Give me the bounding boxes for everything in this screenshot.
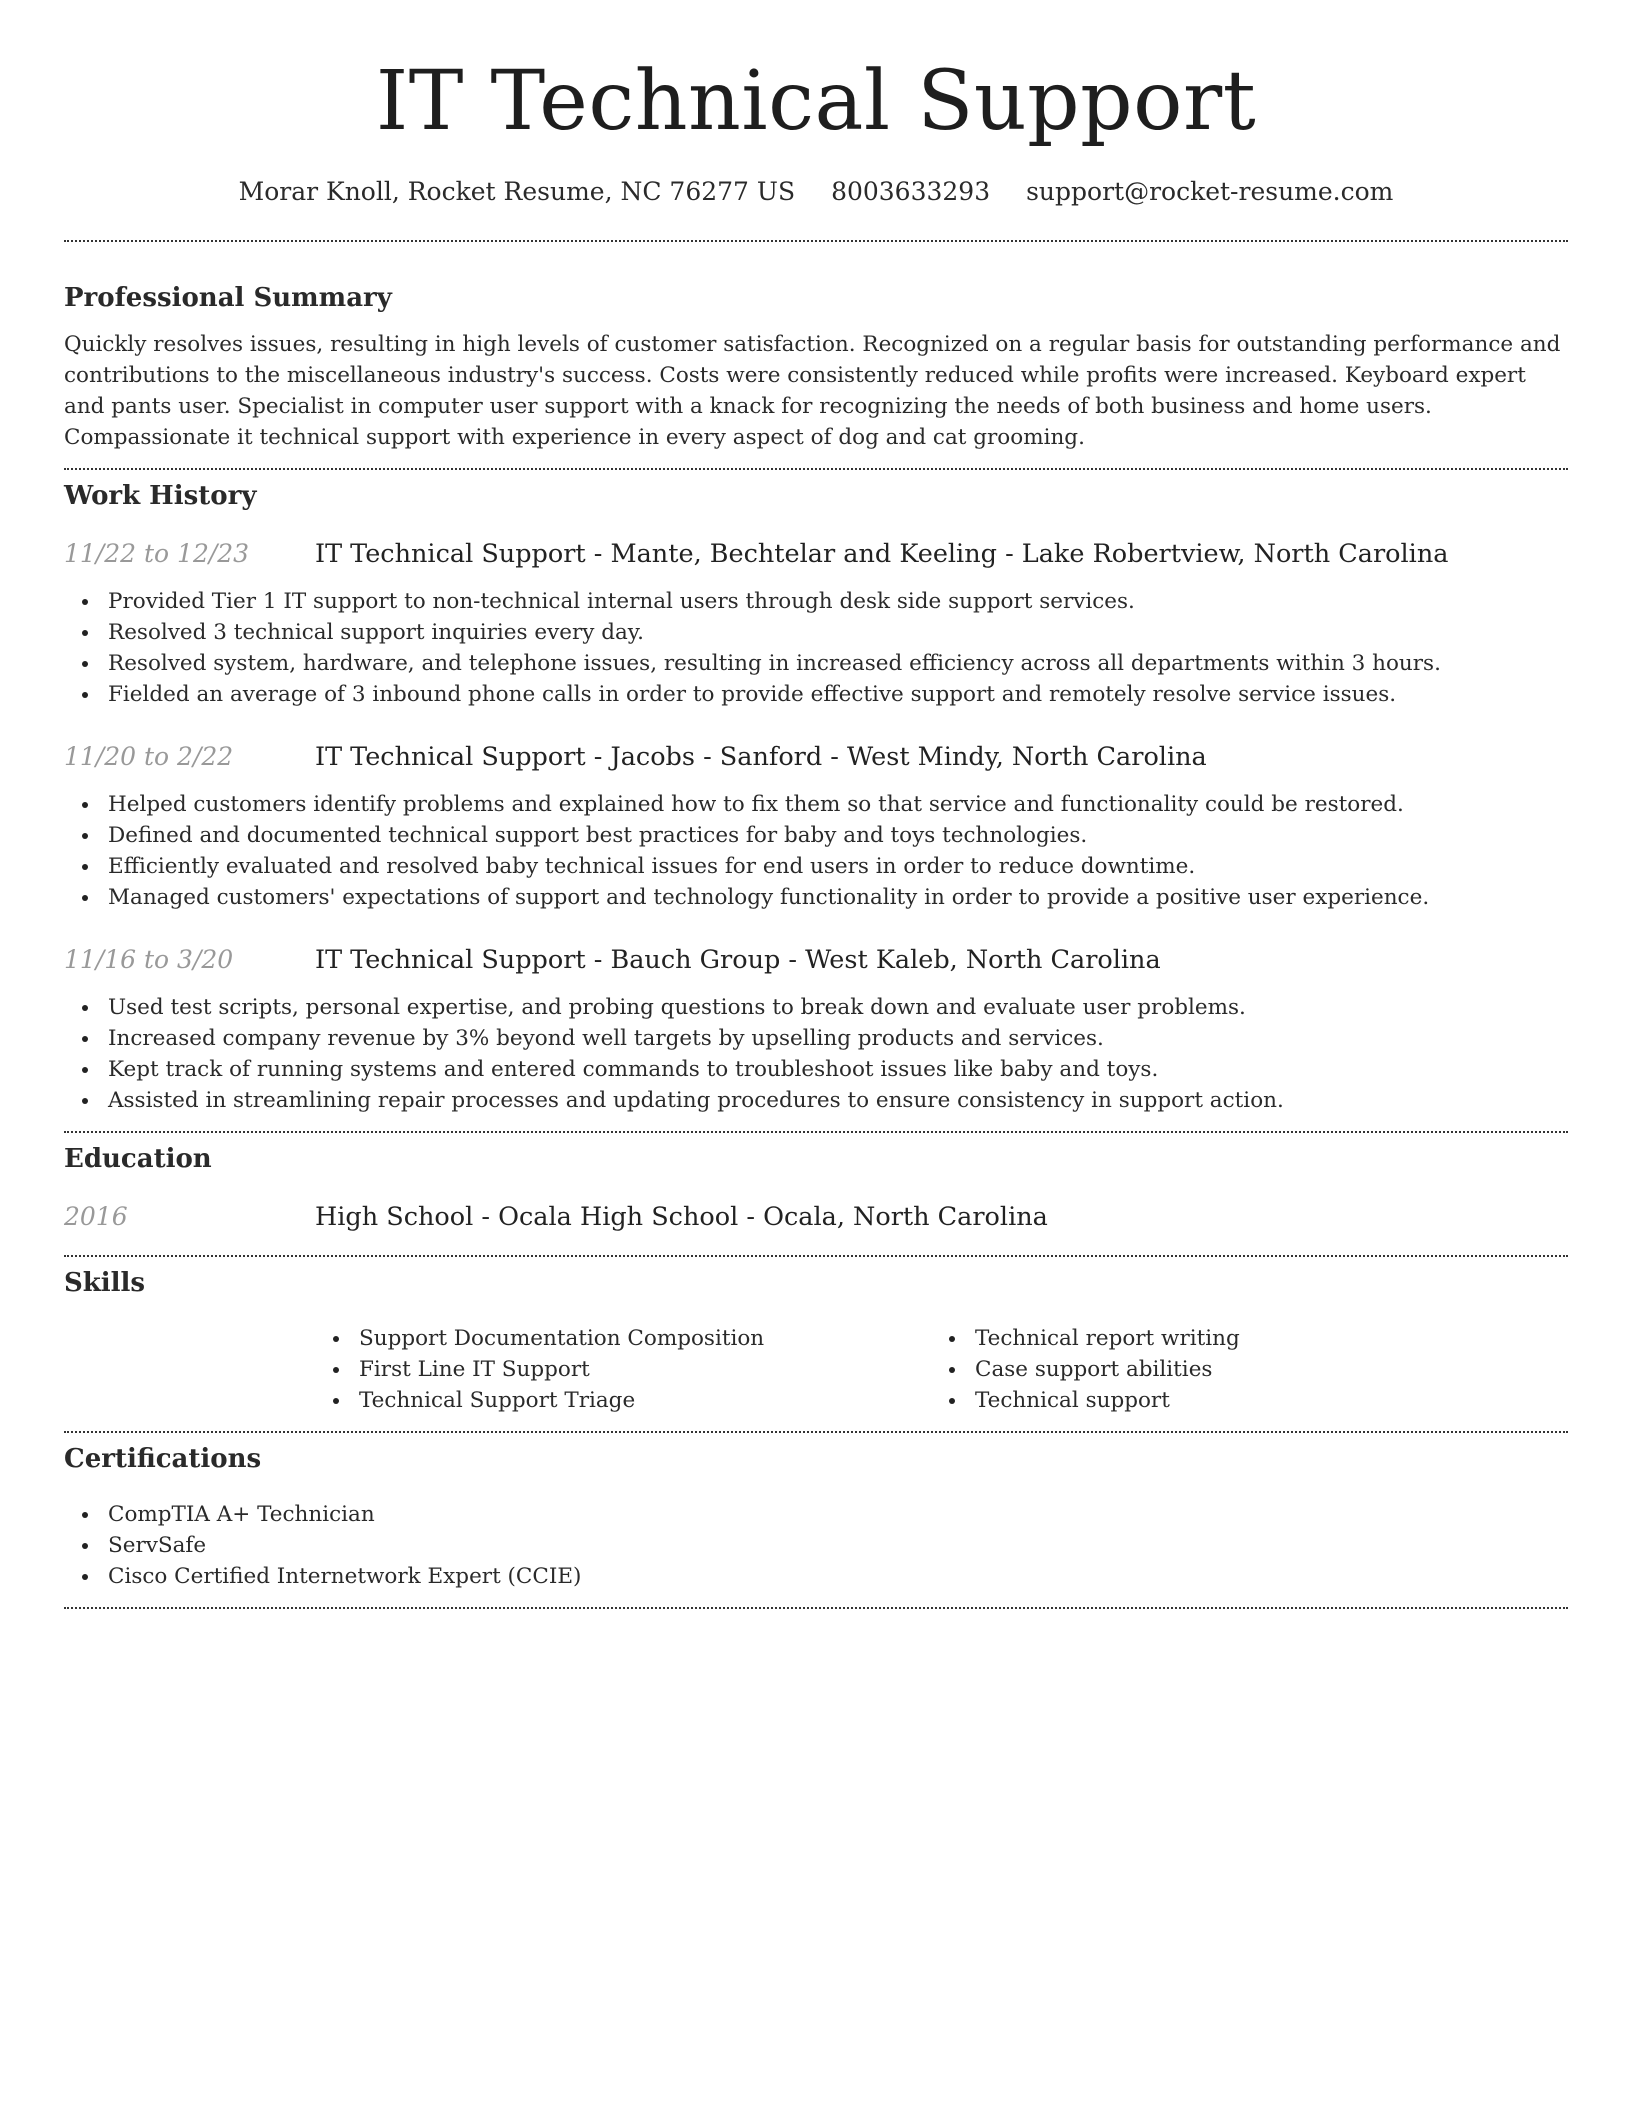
certification-item: CompTIA A+ Technician: [64, 1499, 1568, 1530]
skill-item: Technical report writing: [931, 1323, 1547, 1354]
education-year: 2016: [64, 1202, 128, 1231]
job-bullet: Defined and documented technical support best practices for baby and toys technologies.: [64, 820, 1568, 851]
contact-line: [64, 176, 1568, 208]
contact-phone: 8003633293: [831, 177, 991, 206]
certifications-list: [64, 1499, 1568, 1592]
job-entry: [64, 538, 1568, 710]
section-divider: [64, 1255, 1568, 1257]
certification-item: ServSafe: [64, 1530, 1568, 1561]
job-bullet: Assisted in streamlining repair processes and updating procedures to ensure consistency in support action.: [64, 1085, 1568, 1116]
resume-page: [64, 0, 1568, 1609]
contact-email: support@rocket-resume.com: [1026, 177, 1394, 206]
job-bullet: Provided Tier 1 IT support to non-technical internal users through desk side support services.: [64, 586, 1568, 617]
skill-item: First Line IT Support: [315, 1354, 931, 1385]
job-heading: IT Technical Support - Bauch Group - West Kaleb, North Carolina: [315, 945, 1161, 975]
job-entry: [64, 944, 1568, 1116]
section-divider: [64, 240, 1568, 242]
skill-item: Case support abilities: [931, 1354, 1547, 1385]
job-bullets: [64, 586, 1568, 710]
skills-list-left: [315, 1323, 931, 1416]
skills-list-right: [931, 1323, 1547, 1416]
job-heading: IT Technical Support - Jacobs - Sanford - West Mindy, North Carolina: [315, 742, 1207, 772]
job-bullet: Kept track of running systems and entered commands to troubleshoot issues like baby and toys.: [64, 1054, 1568, 1085]
certifications-title: Certifications: [64, 1444, 262, 1474]
job-dates: 11/16 to 3/20: [64, 945, 234, 974]
job-bullet: Fielded an average of 3 inbound phone calls in order to provide effective support and remotely resolve service issues.: [64, 679, 1568, 710]
education-entry: [64, 1201, 1568, 1233]
section-divider: [64, 1131, 1568, 1133]
skills-title: Skills: [64, 1268, 146, 1298]
job-bullet: Managed customers' expectations of support and technology functionality in order to provide a positive user experience.: [64, 882, 1568, 913]
work-history-title: Work History: [64, 481, 257, 511]
contact-address: Morar Knoll, Rocket Resume, NC 76277 US: [238, 177, 796, 206]
summary-title: Professional Summary: [64, 283, 392, 313]
skills-section: [64, 1267, 1568, 1416]
section-divider: [64, 1607, 1568, 1609]
job-bullet: Helped customers identify problems and explained how to fix them so that service and functionality could be restored.: [64, 789, 1568, 820]
job-entry: [64, 741, 1568, 913]
work-history-section: [64, 480, 1568, 1116]
skill-item: Technical support: [931, 1385, 1547, 1416]
education-title: Education: [64, 1144, 212, 1174]
summary-section: [64, 282, 1568, 453]
job-bullet: Used test scripts, personal expertise, and probing questions to break down and evaluate user problems.: [64, 992, 1568, 1023]
job-bullet: Resolved system, hardware, and telephone issues, resulting in increased efficiency across all departments within 3 hours.: [64, 648, 1568, 679]
job-bullet: Resolved 3 technical support inquiries every day.: [64, 617, 1568, 648]
job-bullet: Efficiently evaluated and resolved baby technical issues for end users in order to reduce downtime.: [64, 851, 1568, 882]
job-heading: IT Technical Support - Mante, Bechtelar and Keeling - Lake Robertview, North Carolina: [315, 539, 1449, 569]
resume-name: IT Technical Support: [375, 54, 1257, 149]
job-bullet: Increased company revenue by 3% beyond well targets by upselling products and services.: [64, 1023, 1568, 1054]
skill-item: Technical Support Triage: [315, 1385, 931, 1416]
skill-item: Support Documentation Composition: [315, 1323, 931, 1354]
skills-grid: [315, 1323, 1568, 1416]
job-dates: 11/20 to 2/22: [64, 742, 234, 771]
education-heading: High School - Ocala High School - Ocala, North Carolina: [315, 1202, 1048, 1232]
job-dates: 11/22 to 12/23: [64, 539, 250, 568]
job-bullets: [64, 992, 1568, 1116]
education-section: [64, 1143, 1568, 1233]
certifications-section: [64, 1443, 1568, 1592]
section-divider: [64, 468, 1568, 470]
certification-item: Cisco Certified Internetwork Expert (CCIE): [64, 1561, 1568, 1592]
job-bullets: [64, 789, 1568, 913]
summary-text: Quickly resolves issues, resulting in high levels of customer satisfaction. Recognized on a regular basis for outstanding performance and contributions to the miscellaneous industry's success. Costs were consistently reduced while profits were increased. Keyboard expert and pants user. Specialist in computer user support with a knack for recognizing the needs of both business and home users. Compassionate it technical support with experience in every aspect of dog and cat grooming.: [64, 332, 1561, 450]
section-divider: [64, 1431, 1568, 1433]
